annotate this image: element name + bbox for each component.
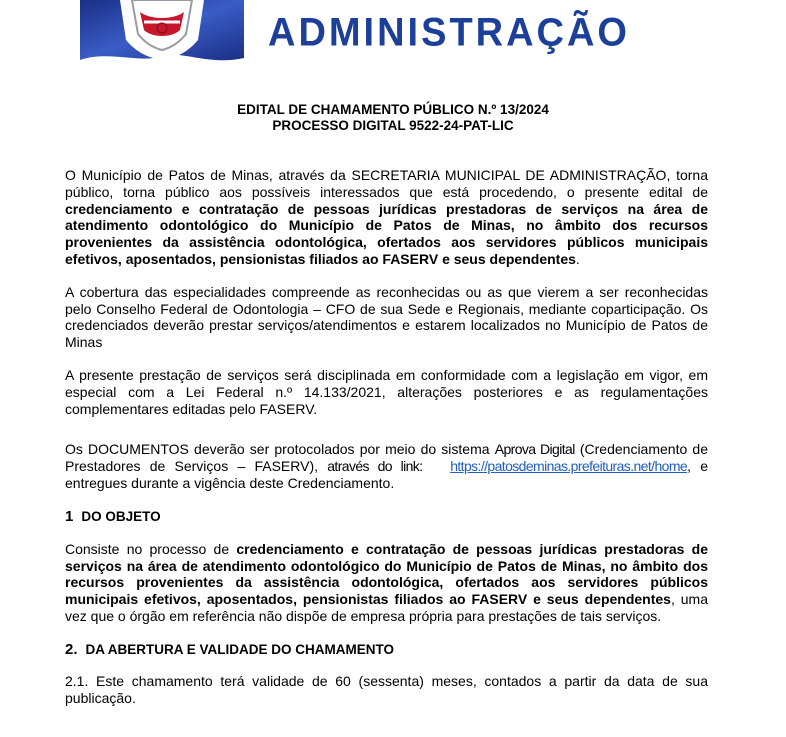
edital-heading [0, 102, 786, 133]
header-title: ADMINISTRAÇÃO [268, 10, 630, 56]
process-number: PROCESSO DIGITAL 9522-24-PAT-LIC [272, 117, 514, 133]
legislation-paragraph: A presente prestação de serviços será disciplinada em conformidade com a legislação em vigor, em especial com a Lei Federal n.º 14.133/2021, alterações posteriores e as regulamentações complementares editadas pelo FASERV. [65, 366, 708, 417]
documents-paragraph: Os DOCUMENTOS deverão ser protocolados por meio do sistema Aprova Digital (Credenciamento de Prestadores de Serviços – FASERV), através do link: https://patosdeminas.prefeituras.net/home, e entregues durante a vigência deste Credenciamento. [65, 441, 708, 491]
intro-bold-text: credenciamento e contratação de pessoas jurídicas prestadoras de serviços na área de atendimento odontológico do Município de Patos de Minas, no âmbito dos recursos provenientes da assistência odontológica, ofertados aos servidores públicos municipais efetivos, aposentados, pensionistas filiados ao FASERV e seus dependentes [65, 200, 708, 267]
intro-paragraph: O Município de Patos de Minas, através da SECRETARIA MUNICIPAL DE ADMINISTRAÇÃO, torna público, torna público aos possíveis interessados que está procedendo, o presente edital de credenciamento e contratação de pessoas jurídicas prestadoras de serviços na área de atendimento odontológico do Município de Patos de Minas, no âmbito dos recursos provenientes da assistência odontológica, ofertados aos servidores públicos municipais efetivos, aposentados, pensionistas filiados ao FASERV e seus dependentes. [65, 167, 708, 267]
edital-title: EDITAL DE CHAMAMENTO PÚBLICO N.º 13/2024 [237, 102, 549, 117]
municipal-coat-of-arms-logo [80, 0, 244, 66]
coverage-paragraph: A cobertura das especialidades compreende as reconhecidas ou as que vierem a ser reconhecidas pelo Conselho Federal de Odontologia – CFO de sua Sede e Regionais, mediante coparticipação. Os credenciados deverão prestar serviços/atendimentos e estarem localizados no Município de Patos de Minas [65, 283, 708, 351]
section-1-paragraph: Consiste no processo de credenciamento e contratação de pessoas jurídicas prestadoras de serviços na área de atendimento odontológico do Município de Patos de Minas, no âmbito dos recursos provenientes da assistência odontológica, ofertados aos servidores públicos municipais efetivos, aposentados, pensionistas filiados ao FASERV e seus dependentes, uma vez que o órgão em referência não dispõe de empresa própria para prestações de tais serviços. [65, 540, 708, 624]
flag-emblem-icon [80, 0, 244, 66]
section-1-heading: 1 DO OBJETO [65, 507, 161, 525]
section-2-heading: 2. DA ABERTURA E VALIDADE DO CHAMAMENTO [65, 640, 395, 658]
system-name: Aprova Digital [494, 441, 575, 458]
portal-link[interactable]: https://patosdeminas.prefeituras.net/home [450, 458, 688, 475]
document-body [65, 167, 708, 706]
section-2-1-paragraph: 2.1. Este chamamento terá validade de 60 (sessenta) meses, contados a partir da data de sua publicação. [65, 672, 708, 706]
